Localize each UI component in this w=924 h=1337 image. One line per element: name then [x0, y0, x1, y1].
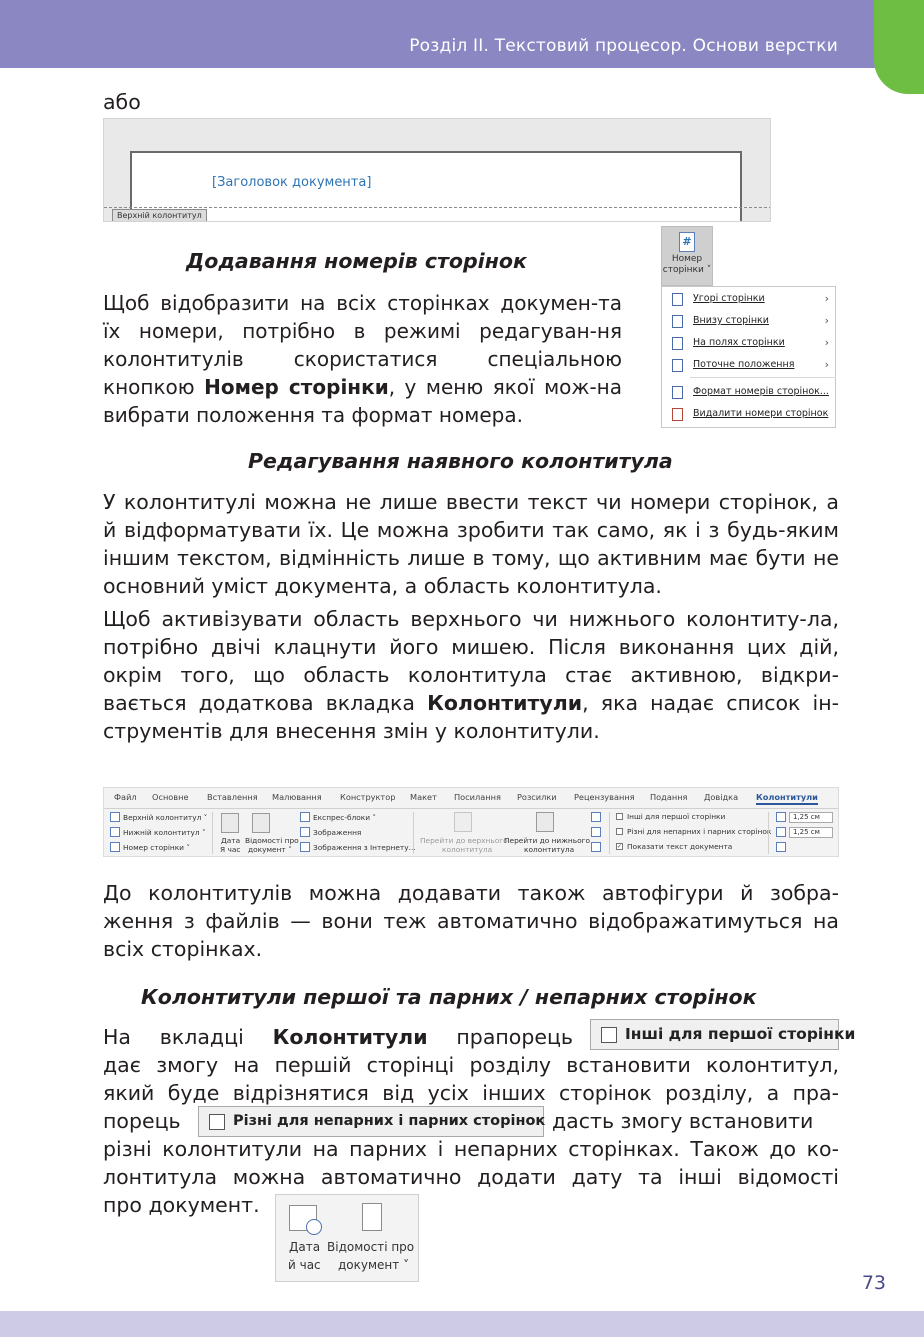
section-heading-edit-header: Редагування наявного колонтитула — [248, 449, 673, 473]
section3-line2: дає змогу на першій сторінці розділу встановити колонтитул, — [103, 1053, 839, 1077]
footer-icon — [110, 827, 120, 837]
page-number-icon — [110, 842, 120, 852]
tab-review[interactable]: Рецензування — [574, 792, 635, 802]
doc-info-label2[interactable]: документ ˅ — [248, 845, 292, 854]
tab-layout[interactable]: Макет — [410, 792, 437, 802]
picture-icon — [300, 827, 310, 837]
intro-word: або — [103, 90, 141, 114]
menu-item-page-margins[interactable]: На полях сторінки › — [662, 332, 837, 354]
footer-bar — [0, 1311, 924, 1337]
menu-separator — [690, 377, 836, 378]
group-separator — [413, 812, 414, 854]
next-icon[interactable] — [591, 827, 601, 837]
tab-draw[interactable]: Малювання — [272, 792, 322, 802]
document-info-icon — [362, 1203, 382, 1231]
section2-paragraph1: У колонтитулі можна не лише ввести текст чи номери сторінок, а й відформатувати їх. Це можна зробити так само, як і з будь-яким іншим текстом, відмінність лише в тому, що активним має бути не основний уміст документа, а область колонтитула. — [103, 490, 839, 598]
section3-line4-start: порець — [103, 1109, 181, 1133]
tab-home[interactable]: Основне — [152, 792, 189, 802]
tab-file[interactable]: Файл — [114, 792, 137, 802]
tab-mailings[interactable]: Розсилки — [517, 792, 557, 802]
page-top-icon — [672, 293, 683, 306]
show-document-text-checkbox[interactable]: ✓ — [617, 843, 623, 850]
quick-parts-button[interactable]: Експрес-блоки ˅ — [313, 813, 377, 822]
chevron-right-icon: › — [824, 358, 829, 371]
tab-view[interactable]: Подання — [650, 792, 688, 802]
page-number: 73 — [861, 1272, 886, 1294]
footer-bottom-margin-icon — [776, 827, 786, 837]
document-info-icon — [252, 813, 270, 833]
clock-icon — [306, 1219, 322, 1235]
remove-numbers-icon — [672, 408, 683, 421]
chevron-right-icon: › — [824, 336, 829, 349]
section3-line4-end: дасть змогу встановити — [552, 1109, 814, 1133]
menu-item-remove-page-numbers[interactable]: Видалити номери сторінок — [662, 403, 837, 425]
chapter-color-tab — [874, 0, 924, 94]
online-pictures-button[interactable]: Зображення з Інтернету... — [313, 843, 416, 852]
page-number-menu — [661, 286, 836, 428]
link-to-previous-icon[interactable] — [591, 842, 601, 852]
section2-paragraph2: Щоб активізувати область верхнього чи нижнього колонтиту-ла, потрібно двічі клацнути його мишею. Після виконання цих дій, окрім того, що область колонтитула стає активною, відкри-вається додаткова вкладка Колонтитули, яка надає список ін-струментів для внесення змін у колонтитули. — [103, 607, 840, 743]
group-separator — [609, 812, 610, 854]
section3-line5: різні колонтитули на парних і непарних сторінках. Також до ко- — [103, 1137, 839, 1161]
chevron-right-icon: › — [824, 314, 829, 327]
date-label-line1[interactable]: Дата — [289, 1240, 321, 1254]
group-separator — [768, 812, 769, 854]
go-to-footer-icon — [536, 812, 554, 832]
page-margin-icon — [672, 337, 683, 350]
previous-icon[interactable] — [591, 812, 601, 822]
header-tag: Верхній колонтитул — [112, 209, 207, 222]
header-position-field[interactable]: 1,25 см — [789, 812, 833, 823]
section-heading-page-numbers: Додавання номерів сторінок — [186, 249, 527, 273]
paragraph-autoshapes: До колонтитулів можна додавати також автофігури й зобра-ження з файлів — вони теж автоматично відображатимуться на всіх сторінках. — [103, 881, 839, 961]
header-footer-ribbon — [103, 787, 839, 857]
page-number-ribbon-button[interactable]: Номер сторінки ˅ — [123, 843, 191, 852]
menu-item-current-position[interactable]: Поточне положення › — [662, 354, 837, 376]
chapter-title: Розділ ІІ. Текстовий процесор. Основи верстки — [409, 36, 838, 56]
different-first-page-checkbox[interactable] — [616, 813, 623, 820]
calendar-clock-icon — [221, 813, 239, 833]
docinfo-label-line1[interactable]: Відомості про — [327, 1240, 415, 1254]
section-heading-first-odd-even: Колонтитули першої та парних / непарних сторінок — [141, 985, 757, 1009]
online-picture-icon — [300, 842, 310, 852]
section3-line1: На вкладці Колонтитули прапорець — [103, 1025, 573, 1049]
tab-help[interactable]: Довідка — [704, 792, 739, 802]
different-first-page-label: Інші для першої сторінки — [627, 812, 726, 821]
date-label-line2[interactable]: й час — [288, 1258, 321, 1272]
doc-info-label1[interactable]: Відомості про — [245, 836, 299, 845]
date-time-label1[interactable]: Дата — [221, 836, 241, 845]
group-separator — [212, 812, 213, 854]
go-to-header-label2[interactable]: колонтитула — [442, 845, 493, 854]
page-number-icon: # — [679, 232, 695, 252]
ribbon-tabs — [104, 792, 839, 808]
chapter-header-bar — [0, 0, 924, 68]
current-position-icon — [672, 359, 683, 372]
pictures-button[interactable]: Зображення — [313, 828, 362, 837]
header-boundary-line — [104, 207, 771, 208]
date-docinfo-screenshot — [275, 1194, 419, 1282]
tab-design[interactable]: Конструктор — [340, 792, 396, 802]
document-title-placeholder: [Заголовок документа] — [212, 175, 372, 190]
tab-references[interactable]: Посилання — [454, 792, 501, 802]
different-odd-even-checkbox[interactable] — [616, 828, 623, 835]
tab-header-footer[interactable]: Колонтитули — [756, 792, 818, 805]
header-preview-screenshot — [103, 118, 771, 222]
section3-line6: лонтитула можна автоматично додати дату та інші відомості — [103, 1165, 839, 1189]
page-number-button[interactable]: # Номер сторінки ˅ — [661, 226, 713, 286]
format-numbers-icon — [672, 386, 683, 399]
section3-line7: про документ. — [103, 1193, 260, 1217]
header-button[interactable]: Верхній колонтитул ˅ — [123, 813, 208, 822]
show-document-text-label: Показати текст документа — [627, 842, 733, 851]
header-top-margin-icon — [776, 812, 786, 822]
footer-button[interactable]: Нижній колонтитул ˅ — [123, 828, 206, 837]
checkbox-different-odd-even-image: Різні для непарних і парних сторінок — [198, 1106, 544, 1137]
checkbox-different-first-page-image: Інші для першої сторінки — [590, 1019, 839, 1050]
ribbon-divider — [104, 808, 839, 809]
section3-line3: який буде відрізнятися від усіх інших сторінок розділу, а пра- — [103, 1081, 839, 1105]
checkbox-icon — [601, 1027, 617, 1043]
tab-insert[interactable]: Вставлення — [207, 792, 258, 802]
go-to-footer-label2[interactable]: колонтитула — [524, 845, 575, 854]
footer-position-field[interactable]: 1,25 см — [789, 827, 833, 838]
date-time-label2[interactable]: Я час — [220, 845, 241, 854]
section1-paragraph: Щоб відобразити на всіх сторінках докумен-та їх номери, потрібно в режимі редагуван-ня колонтитулів скористатися спеціальною кнопкою Номер сторінки, у меню якої мож-на вибрати положення та формат номера. — [103, 291, 622, 427]
chevron-right-icon: › — [824, 292, 829, 305]
go-to-footer-label1[interactable]: Перейти до нижнього — [504, 836, 590, 845]
menu-item-top-of-page[interactable]: Угорі сторінки › — [662, 288, 837, 310]
checkbox-icon — [209, 1114, 225, 1130]
header-icon — [110, 812, 120, 822]
quick-parts-icon — [300, 812, 310, 822]
docinfo-label-line2[interactable]: документ ˅ — [338, 1258, 410, 1272]
page-bottom-icon — [672, 315, 683, 328]
menu-item-bottom-of-page[interactable]: Внизу сторінки › — [662, 310, 837, 332]
menu-item-format-page-numbers[interactable]: Формат номерів сторінок... — [662, 381, 837, 403]
alignment-tab-icon[interactable] — [776, 842, 786, 852]
different-odd-even-label: Різні для непарних і парних сторінок — [627, 827, 772, 836]
go-to-header-icon — [454, 812, 472, 832]
go-to-header-label1[interactable]: Перейти до верхнього — [420, 836, 508, 845]
